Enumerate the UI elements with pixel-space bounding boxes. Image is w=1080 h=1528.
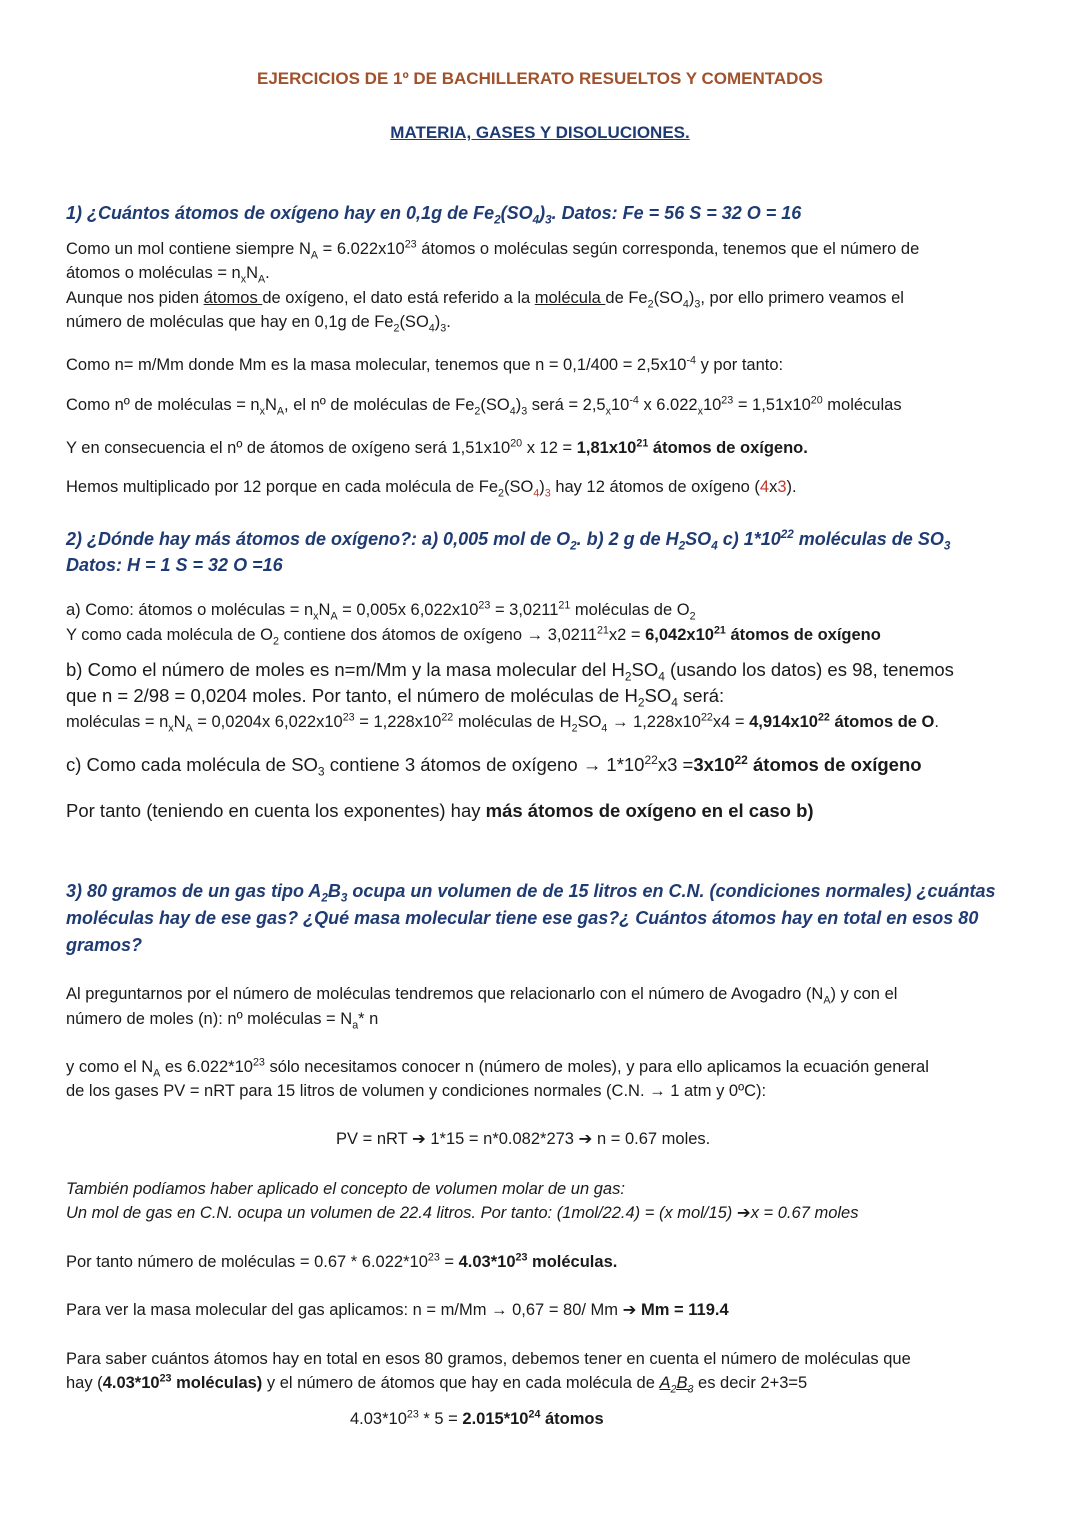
exercise-1-question: 1) ¿Cuántos átomos de oxígeno hay en 0,1g de $Fe_2(SO_4)_3$. Datos: Fe = 56 S = 32 O = 16 (66, 203, 802, 227)
exercise-2-b-line-2: que n = 2/98 = 0,0204 moles. Por tanto, el número de moléculas de $H_2SO_4$ será: (66, 685, 725, 710)
page-subtitle: MATERIA, GASES Y DISOLUCIONES. (390, 123, 690, 142)
exercise-3-question-line-1: 3) 80 gramos de un gas tipo $A_2B_3$ ocupa un volumen de de 15 litros en C.N. (condiciones normales) ¿cuántas (66, 881, 996, 905)
exercise-2-b-line-1: b) Como el número de moles es n=m/Mm y la masa molecular del $H_2SO_4$ (usando los datos) es 98, tenemos (66, 659, 954, 684)
exercise-1-line-7: Y en consecuencia el nº de átomos de oxígeno será $1,51x10^{20}$ x $12 = 1,81x10^{21}$ átomos de oxígeno. (66, 437, 808, 457)
exercise-3-atoms-line-1: Para saber cuántos átomos hay en total en esos 80 gramos, debemos tener en cuenta el número de moléculas que (66, 1350, 911, 1368)
exercise-3-molar-mass-line: Para ver la masa molecular del gas aplicamos: n = m/Mm → 0,67 = 80/ Mm ➔ Mm = 119.4 (66, 1301, 729, 1319)
exercise-3-atoms-line-2: hay ($4.03*10^{23}$ moléculas) y el número de átomos que hay en cada molécula de $A_2B_3$ es decir 2+3=5 (66, 1372, 808, 1396)
exercise-1-line-4: número de moléculas que hay en 0,1g de $Fe_2(SO_4)_3$. (66, 313, 451, 335)
exercise-1-line-8: Hemos multiplicado por 12 porque en cada molécula de $Fe_2(SO_4)_3$ hay 12 átomos de oxígeno (4x3). (66, 478, 797, 500)
exercise-3-line-4: de los gases PV = nRT para 15 litros de volumen y condiciones normales (C.N. → 1 atm y 0ºC): (66, 1082, 767, 1100)
exercise-1-line-3: Aunque nos piden átomos de oxígeno, el dato está referido a la molécula de $Fe_2(SO_4)_3$, por ello primero veamos el (66, 289, 904, 311)
exercise-2-a-line-1: a) Como: átomos o moléculas = $n_xN_A = 0,005x$ $6,022x10^{23} = 3,0211^{21}$ moléculas de $O_2$ (66, 599, 696, 623)
exercise-1-line-1: Como un mol contiene siempre $N_A = 6.022x10^{23}$ átomos o moléculas según corresponda, tenemos que el número de (66, 238, 920, 262)
exercise-2-conclusion: Por tanto (teniendo en cuenta los exponentes) hay más átomos de oxígeno en el caso b) (66, 800, 814, 821)
exercise-3-italic-line-2: Un mol de gas en C.N. ocupa un volumen de 22.4 litros. Por tanto: (1mol/22.4) = (x mol/15) ➔x = 0.67 moles (66, 1204, 859, 1222)
exercise-3-question-line-2: moléculas hay de ese gas? ¿Qué masa molecular tiene ese gas?¿ Cuántos átomos hay en total en esos 80 (66, 908, 979, 928)
exercise-2-data: Datos: H = 1 S = 32 O =16 (66, 555, 283, 575)
exercise-1-line-2: átomos o moléculas = $n_xN_A$. (66, 264, 270, 286)
exercise-3-molecules-line: Por tanto número de moléculas = $0.67 * 6.022*10^{23} = 4.03*10^{23}$ moléculas. (66, 1251, 618, 1271)
exercise-2-c-line: c) Como cada molécula de $SO_3$ contiene 3 átomos de oxígeno → $1*10^{22}x3 =3x10^{22}$ átomos de oxígeno (66, 752, 922, 779)
exercise-3-equation: PV = nRT ➔ 1*15 = n*0.082*273 ➔ n = 0.67 moles. (336, 1130, 711, 1148)
exercise-1-line-5: Como n= m/Mm donde Mm es la masa molecular, tenemos que $n = 0,1/400 = 2,5x10^{-4}$ y por tanto: (66, 354, 784, 374)
exercise-3-line-1: Al preguntarnos por el número de moléculas tendremos que relacionarlo con el número de Avogadro $(N_A)$ y con el (66, 985, 898, 1007)
exercise-3-line-3: y como el $N_A$ es $6.022*10^{23}$ sólo necesitamos conocer n (número de moles), y para ello aplicamos la ecuación general (66, 1056, 929, 1080)
exercise-2-b-line-3: moléculas = $n_xN_A = 0,0204x$ $6,022x10^{23} = 1,228x10^{22}$ moléculas de $H_2SO_4 \to 1,228x10^{22}x4 = 4,914x10^{22}$ átomos de O. (66, 711, 939, 735)
exercise-1-line-6: Como nº de moléculas = $n_xN_A$, el nº de moléculas de $Fe_2(SO_4)_3$ será = $2,5_x10^{-4}$ x $6.022_x10^{23} = 1,51x10^{20}$ moléculas (66, 394, 902, 418)
exercise-3-final-result: $4.03*10^{23} * 5 = 2.015*10^{24}$ átomos (350, 1408, 604, 1428)
exercise-2-a-line-2: Y como cada molécula de $O_2$ contiene dos átomos de oxígeno → $3,0211^{21}x2 = 6,042x10^{21}$ átomos de oxígeno (66, 624, 881, 648)
exercise-2-question: 2) ¿Dónde hay más átomos de oxígeno?: a) 0,005 mol de $O_2$. b) 2 g de $H_2SO_4$ c) $1*10^{22}$ moléculas de $SO_3$ (66, 528, 951, 553)
exercise-3-line-2: número de moles (n): nº moléculas = $N_a*$ n (66, 1010, 379, 1032)
exercise-3-question-line-3: gramos? (66, 935, 143, 955)
page-title: EJERCICIOS DE 1º DE BACHILLERATO RESUELTOS Y COMENTADOS (256, 69, 824, 88)
exercise-3-italic-line-1: También podíamos haber aplicado el concepto de volumen molar de un gas: (66, 1180, 625, 1198)
